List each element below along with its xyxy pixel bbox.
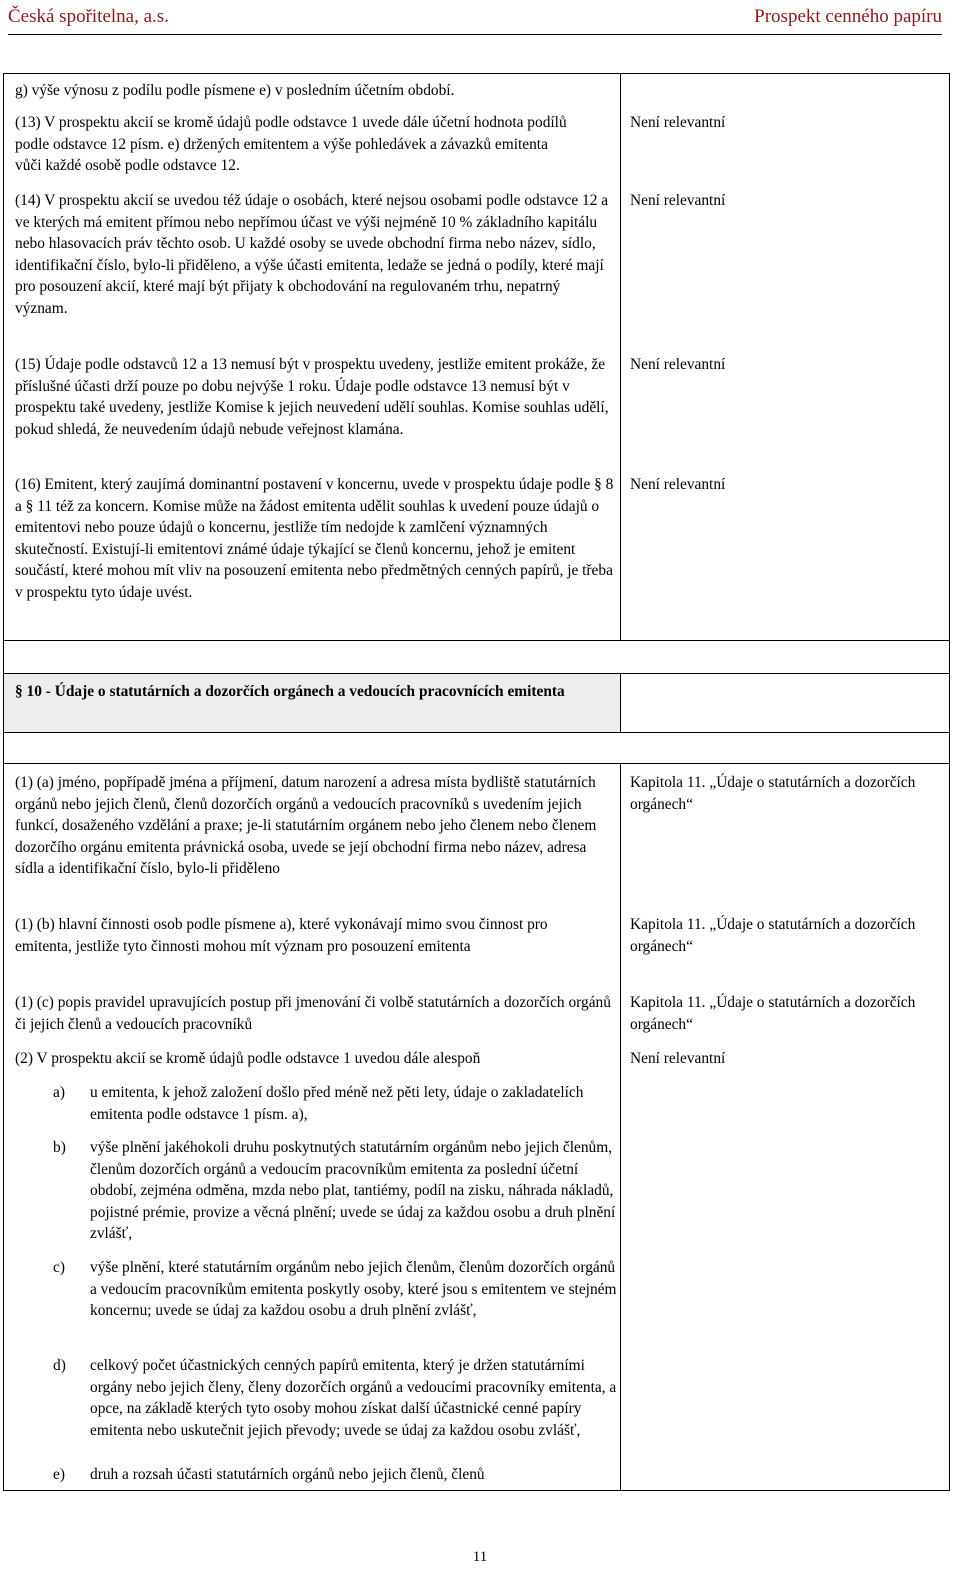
list-item-label: b) (53, 1139, 66, 1156)
paragraph-2: (2) V prospektu akcií se kromě údajů podle odstavce 1 uvedou dále alespoň (15, 1050, 481, 1067)
requirements-table (3, 73, 950, 1491)
paragraph-1a: (1) (a) jméno, popřípadě jména a příjmení, datum narození a adresa místa bydliště statutárních orgánů nebo jejich členů, členů dozorčích orgánů a vedoucích pracovníků s uvedením jejich funkcí, dosaženého vzdělání a praxe; je-li statutárním orgánem nebo jeho členem nebo členem dozorčího orgánu emitenta právnická osoba, uvede se její obchodní firma nebo název, adresa sídla a identifikační číslo, bylo-li přiděleno (15, 774, 597, 878)
paragraph-1b: (1) (b) hlavní činnosti osob podle písmene a), které vykonávají mimo svou činnost pro emitenta, jestliže tyto činnosti mohou mít význam pro posouzení emitenta (15, 916, 548, 955)
paragraph-15-reference: Není relevantní (630, 356, 726, 373)
section-10-heading: § 10 - Údaje o statutárních a dozorčích orgánech a vedoucích pracovnících emitenta (15, 683, 565, 700)
header-issuer: Česká spořitelna, a.s. (8, 6, 169, 27)
list-item-text: druh a rozsah účasti statutárních orgánů nebo jejich členů, členů (90, 1466, 485, 1483)
paragraph-15: (15) Údaje podle odstavců 12 a 13 nemusí být v prospektu uvedeny, jestliže emitent prokáže, že příslušné účasti drží pouze po dobu nejvýše 1 roku. Údaje podle odstavce 13 nemusí být v prospektu také uvedeny, jestliže Komise k jejich neuvedení udělí souhlas. Komise souhlas udělí, pokud shledá, že neuvedením údajů nebude veřejnost klamána. (15, 356, 609, 438)
paragraph-1b-reference: Kapitola 11. „Údaje o statutárních a dozorčích orgánech“ (630, 916, 916, 955)
page-header (8, 2, 942, 35)
paragraph-13: (13) V prospektu akcií se kromě údajů podle odstavce 1 uvede dále účetní hodnota podílů podle odstavce 12 písm. e) držených emitentem a výše pohledávek a závazků emitenta vůči každé osobě podle odstavce 12. (15, 114, 567, 175)
list-item-label: d) (53, 1357, 66, 1374)
paragraph-1c-reference: Kapitola 11. „Údaje o statutárních a dozorčích orgánech“ (630, 994, 916, 1033)
list-item-label: a) (53, 1084, 65, 1101)
table-row (4, 764, 950, 1491)
list-item-text: celkový počet účastnických cenných papírů emitenta, který je držen statutárními orgány nebo jejich členy, členy dozorčích orgánů a vedoucími pracovníky emitenta, a opce, na základě kterých tyto osoby mohou získat další účastnické cenné papíry emitenta nebo uskutečnit jejich převody; uvede se údaj za každou osobu zvlášť, (90, 1357, 617, 1439)
paragraph-2-reference: Není relevantní (630, 1050, 726, 1067)
paragraph-1c: (1) (c) popis pravidel upravujících postup při jmenování či volbě statutárních a dozorčích orgánů či jejich členů a vedoucích pracovníků (15, 994, 611, 1033)
paragraph-1a-reference: Kapitola 11. „Údaje o statutárních a dozorčích orgánech“ (630, 774, 916, 813)
page-number: 11 (472, 1549, 488, 1565)
paragraph-16-reference: Není relevantní (630, 476, 726, 493)
paragraph-16: (16) Emitent, který zaujímá dominantní postavení v koncernu, uvede v prospektu údaje podle § 8 a § 11 též za koncern. Komise může na žádost emitenta udělit souhlas k uvedení pouze údajů o emitentovi nebo pouze údajů o koncernu, jestliže tím nedojde k zamlčení významných skutečností. Existují-li emitentovi známé údaje týkající se členů koncernu, jehož je emitent součástí, které mohou mít vliv na posouzení emitenta nebo předmětných cenných papírů, je třeba v prospektu tyto údaje uvést. (15, 476, 614, 601)
paragraph-13-reference: Není relevantní (630, 114, 726, 131)
list-item-label: c) (53, 1259, 65, 1276)
table-row (4, 674, 950, 733)
table-row (4, 641, 950, 674)
header-document-title: Prospekt cenného papíru (754, 6, 942, 27)
list-item-text: výše plnění, které statutárním orgánům nebo jejich členům, členům dozorčích orgánů a vedoucím pracovníkům emitenta poskytly osoby, které jsou s emitentem ve stejném koncernu; uvede se údaj za každou osobu a druh plnění zvlášť, (90, 1259, 617, 1320)
list-item-text: u emitenta, k jehož založení došlo před méně než pěti lety, údaje o zakladatelích emitenta podle odstavce 1 písm. a), (90, 1084, 584, 1123)
list-item-label: e) (53, 1466, 65, 1483)
paragraph-14: (14) V prospektu akcií se uvedou též údaje o osobách, které nejsou osobami podle odstavce 12 a ve kterých má emitent přímou nebo nepřímou účast ve výši nejméně 10 % základního kapitálu nebo hlasovacích práv těchto osob. U každé osoby se uvede obchodní firma nebo název, sídlo, identifikační číslo, bylo-li přiděleno, a výše účasti emitenta, ledaže se jedná o podíly, které mají pro posouzení akcií, které mají být přijaty k obchodování na regulovaném trhu, nepatrný význam. (15, 192, 609, 317)
item-g: g) výše výnosu z podílu podle písmene e) v posledním účetním období. (15, 82, 455, 99)
list-item-text: výše plnění jakéhokoli druhu poskytnutých statutárním orgánům nebo jejich členům, členům dozorčích orgánů a vedoucím pracovníkům emitenta za poslední účetní období, zejména odměna, mzda nebo plat, tantiémy, podíl na zisku, náhrada nákladů, pojistné prémie, provize a věcná plnění; uvede se údaj za každou osobu a druh plnění zvlášť, (90, 1139, 616, 1243)
table-row (4, 733, 950, 764)
paragraph-14-reference: Není relevantní (630, 192, 726, 209)
table-row (4, 74, 950, 641)
